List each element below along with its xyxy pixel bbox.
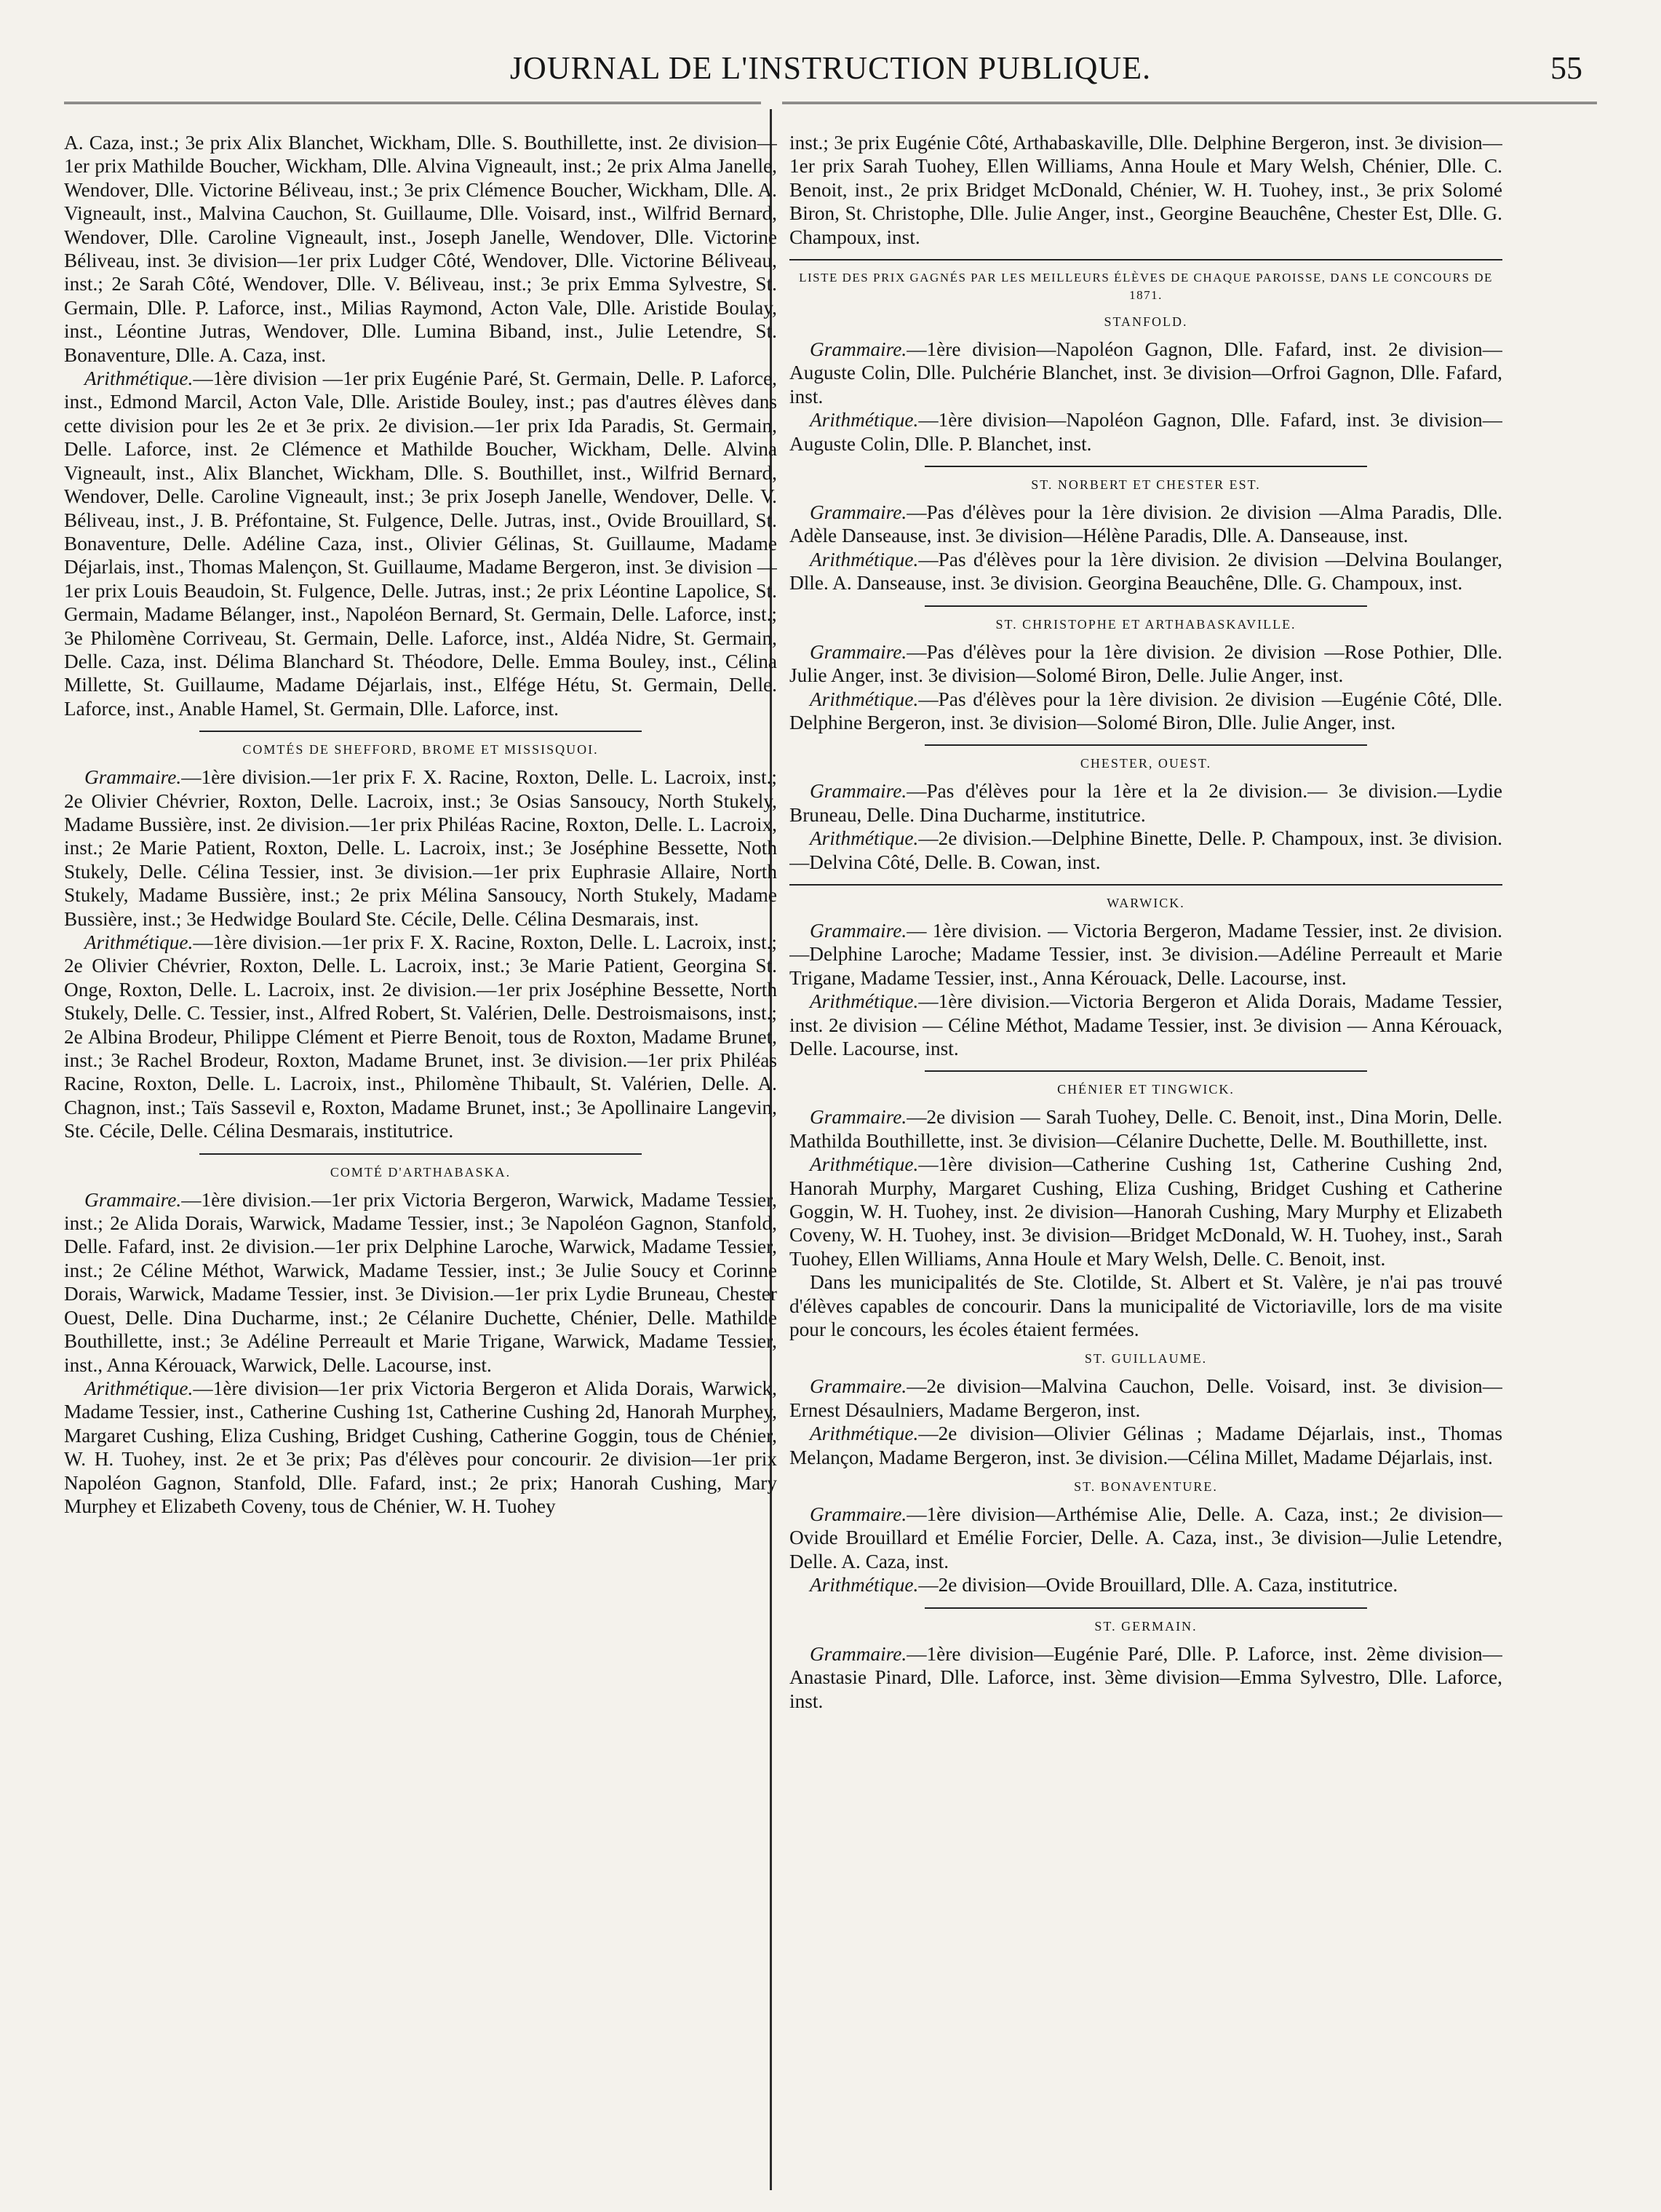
paragraph: Grammaire.—Pas d'élèves pour la 1ère division. 2e division —Alma Paradis, Dlle. Adèle Danseause, inst. 3e division—Hélène Paradis, Dlle. A. Danseause, inst. — [789, 501, 1502, 547]
section-label: Arithmétique. — [810, 409, 919, 431]
section-label: Grammaire. — [84, 1188, 182, 1211]
paragraph: Arithmétique.—Pas d'élèves pour la 1ère division. 2e division —Eugénie Côté, Dlle. Delphine Bergeron, inst. 3e division—Solomé Biron, Dlle. Julie Anger, inst. — [789, 688, 1502, 733]
section-label: Arithmétique. — [810, 1153, 919, 1176]
paragraph: Arithmétique.—Pas d'élèves pour la 1ère division. 2e division —Delvina Boulanger, Dlle. A. Danseause, inst. 3e division. Georgina Beauchêne, Dlle. G. Champoux, inst. — [789, 548, 1502, 594]
section-heading: STANFOLD. — [1104, 314, 1188, 330]
paragraph: Arithmétique.—2e division.—Delphine Binette, Delle. P. Champoux, inst. 3e division.—Delvina Côté, Delle. B. Cowan, inst. — [789, 827, 1502, 873]
section-label: Grammaire. — [810, 1106, 907, 1129]
header-rule-left — [64, 102, 761, 104]
section-label: Grammaire. — [810, 338, 907, 361]
section-label: Grammaire. — [810, 1503, 907, 1526]
paragraph: Arithmétique.—1ère division.—Victoria Bergeron et Alida Dorais, Madame Tessier, inst. 2e division — Céline Méthot, Madame Tessier, inst. 3e division — Anna Kérouack, Delle. Lacourse, inst. — [789, 990, 1502, 1059]
section-heading: COMTÉ D'ARTHABASKA. — [330, 1164, 511, 1179]
paragraph: Arithmétique.—1ère division.—1er prix F. X. Racine, Roxton, Delle. L. Lacroix, inst.; 2e Olivier Chévrier, Roxton, Delle. L. Lacroix, inst.; 3e Marie Patient, Georgina St. Onge, Roxton, Delle. L. Lacroix, inst. 2e division.—1er prix Joséphine Bessette, North Stukely, Delle. C. Tessier, inst., Alfred Robert, St. Valérien, Delle. Destroismaisons, inst.; 2e Albina Brodeur, Philippe Clément et Pierre Benoit, tous de Roxton, Madame Brunet, inst.; 3e Rachel Brodeur, Roxton, Madame Brunet, inst. 3e division.—1er prix Philéas Racine, Roxton, Delle. L. Lacroix, inst., Philomène Thibault, St. Valérien, Delle. A. Chagnon, inst.; Taïs Sassevil e, Roxton, Madame Brunet, inst.; 3e Apollinaire Langevin, Ste. Cécile, Delle. Célina Desmarais, institutrice. — [64, 931, 777, 1142]
section-label: Grammaire. — [810, 501, 907, 524]
section-label: Arithmétique. — [84, 931, 194, 953]
section-heading: ST. NORBERT ET CHESTER EST. — [1031, 477, 1261, 493]
section-label: Arithmétique. — [810, 688, 919, 710]
section-label: Arithmétique. — [84, 367, 194, 390]
header-rule-right — [782, 102, 1597, 104]
paragraph: Dans les municipalités de Ste. Clotilde, St. Albert et St. Valère, je n'ai pas trouvé d'élèves capables de concourir. Dans la municipalité de Victoriaville, lors de ma visite pour le concours, les écoles étaient fermées. — [789, 1271, 1502, 1341]
paragraph: Arithmétique.—1ère division—1er prix Victoria Bergeron et Alida Dorais, Warwick, Madame Tessier, inst., Catherine Cushing 1st, Catherine Cushing 2d, Hanorah Murphey, Margaret Cushing, Eliza Cushing, Bridget Cushing, Catherine Goggin, tous de Chénier, W. H. Tuohey, inst. 2e et 3e prix; Pas d'élèves pour concourir. 2e division—1er prix Napoléon Gagnon, Stanfold, Dlle. Fafard, inst.; 2e prix; Hanorah Cushing, Mary Murphey et Elizabeth Coveny, tous de Chénier, W. H. Tuohey — [64, 1377, 777, 1517]
section-label: Grammaire. — [84, 766, 182, 789]
paragraph: Grammaire.—1ère division—Arthémise Alie, Delle. A. Caza, inst.; 2e division—Ovide Brouillard et Emélie Forcier, Delle. A. Caza, inst., 3e division—Julie Letendre, Delle. A. Caza, inst. — [789, 1503, 1502, 1572]
section-heading: CHESTER, OUEST. — [1080, 756, 1212, 771]
section-heading: ST. CHRISTOPHE ET ARTHABASKAVILLE. — [995, 616, 1296, 632]
section-label: Arithmétique. — [84, 1377, 194, 1399]
paragraph: Grammaire.—1ère division.—1er prix F. X. Racine, Roxton, Delle. L. Lacroix, inst.; 2e Olivier Chévrier, Roxton, Delle. Lacroix, inst.; 3e Osias Sansoucy, North Stukely, Madame Bussière, inst. 2e division.—1er prix Philéas Racine, Roxton, Delle. L. Lacroix, inst.; 2e Marie Patient, Roxton, Delle. L. Lacroix, inst.; 3e Joséphine Bessette, Noth Stukely, Delle. Célina Tessier, inst. 3e division.—1er prix Euphrasie Allaire, North Stukely, Madame Bussière, inst.; 2e prix Mélina Sansoucy, North Stukely, Madame Bussière, inst.; 3e Hedwidge Boulard Ste. Cécile, Delle. Célina Desmarais, inst. — [64, 766, 777, 930]
section-label: Grammaire. — [810, 780, 907, 803]
section-heading: WARWICK. — [1107, 895, 1185, 910]
section-label: Grammaire. — [810, 1375, 907, 1398]
running-title: JOURNAL DE L'INSTRUCTION PUBLIQUE. — [509, 50, 1152, 86]
paragraph: inst.; 3e prix Eugénie Côté, Arthabaskaville, Dlle. Delphine Bergeron, inst. 3e division—1er prix Sarah Tuohey, Ellen Williams, Anna Houle et Mary Welsh, Chénier, Dlle. C. Benoit, inst., 2e prix Bridget McDonald, Chénier, W. H. Tuohey, inst., 3e prix Solomé Biron, St. Christophe, Dlle. Julie Anger, inst., Georgine Beauchêne, Chester Est, Dlle. G. Champoux, inst. — [789, 132, 1502, 248]
section-label: Arithmétique. — [810, 1423, 919, 1445]
section-separator — [925, 744, 1367, 746]
section-heading: CHÉNIER ET TINGWICK. — [1057, 1082, 1235, 1097]
section-separator — [789, 884, 1502, 886]
section-label: Grammaire. — [810, 919, 907, 942]
section-heading: ST. GUILLAUME. — [1084, 1351, 1208, 1366]
section-label: Grammaire. — [810, 640, 907, 663]
section-heading: ST. GERMAIN. — [1094, 1618, 1198, 1634]
section-label: Arithmétique. — [810, 548, 919, 570]
section-separator — [925, 605, 1367, 607]
section-separator — [925, 1607, 1367, 1609]
section-separator — [925, 1070, 1367, 1072]
section-heading: LISTE DES PRIX GAGNÉS PAR LES MEILLEURS ÉLÈVES DE CHAQUE PAROISSE, DANS LE CONCOURS DE 1871. — [799, 271, 1493, 303]
section-separator — [789, 259, 1502, 260]
paragraph: Arithmétique.—1ère division—Napoléon Gagnon, Dlle. Fafard, inst. 3e division—Auguste Colin, Dlle. P. Blanchet, inst. — [789, 409, 1502, 455]
paragraph: Grammaire.—2e division — Sarah Tuohey, Delle. C. Benoit, inst., Dina Morin, Delle. Mathilda Bouthillette, inst. 3e division—Célanire Duchette, Delle. M. Bouthillette, inst. — [789, 1106, 1502, 1152]
section-label: Arithmétique. — [810, 990, 919, 1013]
paragraph: Grammaire.—1ère division—Eugénie Paré, Dlle. P. Laforce, inst. 2ème division—Anastasie Pinard, Dlle. Laforce, inst. 3ème division—Emma Sylvestro, Dlle. Laforce, inst. — [789, 1642, 1502, 1712]
paragraph: Arithmétique.—2e division—Ovide Brouillard, Dlle. A. Caza, institutrice. — [810, 1574, 1398, 1596]
section-separator — [199, 1153, 642, 1155]
section-label: Arithmétique. — [810, 827, 919, 850]
paragraph: Arithmétique.—2e division—Olivier Gélinas ; Madame Déjarlais, inst., Thomas Melançon, Madame Bergeron, inst. 3e division.—Célina Millet, Madame Déjarlais, inst. — [789, 1423, 1502, 1468]
paragraph: Grammaire.— 1ère division. — Victoria Bergeron, Madame Tessier, inst. 2e division.—Delphine Laroche; Madame Tessier, inst. 3e division.—Adéline Perreault et Marie Trigane, Madame Tessier, inst., Anna Kérouack, Delle. Lacourse, inst. — [789, 919, 1502, 989]
page-header — [64, 45, 1597, 96]
page-number: 55 — [1550, 50, 1582, 86]
paragraph: Grammaire.—Pas d'élèves pour la 1ère division. 2e division —Rose Pothier, Dlle. Julie Anger, inst. 3e division—Solomé Biron, Delle. Julie Anger, inst. — [789, 640, 1502, 687]
paragraph: A. Caza, inst.; 3e prix Alix Blanchet, Wickham, Dlle. S. Bouthillette, inst. 2e division—1er prix Mathilde Boucher, Wickham, Dlle. Alvina Vigneault, inst.; 2e prix Alma Janelle, Wendover, Dlle. Victorine Béliveau, inst.; 3e prix Clémence Boucher, Wickham, Dlle. A. Vigneault, inst., Malvina Cauchon, St. Guillaume, Dlle. Voisard, inst., Wilfrid Bernard, Wendover, Dlle. Caroline Vigneault, inst., Joseph Janelle, Wendover, Dlle. Victorine Béliveau, inst. 3e division—1er prix Ludger Côté, Wendover, Dlle. Victorine Béliveau, inst.; 2e Sarah Côté, Wendover, Dlle. V. Béliveau, inst.; 3e prix Emma Sylvestre, St. Germain, Dlle. P. Laforce, inst., Milias Raymond, Acton Vale, Dlle. Aristide Boulay, inst., Léontine Jutras, Wendover, Dlle. Lumina Biband, inst., Julie Letendre, St. Bonaventure, Dlle. A. Caza, inst. — [64, 132, 777, 366]
paragraph: Arithmétique.—1ère division —1er prix Eugénie Paré, St. Germain, Delle. P. Laforce, inst., Edmond Marcil, Acton Vale, Dlle. Aristide Bouley, inst.; pas d'autres élèves dans cette division pour les 2e et 3e prix. 2e division.—1er prix Ida Paradis, St. Germain, Delle. Laforce, inst. 2e Clémence et Mathilde Boucher, Wickham, Delle. Alvina Vigneault, inst., Alix Blanchet, Wickham, Dlle. S. Bouthillet, inst., Wilfrid Bernard, Wendover, Delle. Caroline Vigneault, inst.; 3e prix Joseph Janelle, Wendover, Delle. V. Béliveau, inst., J. B. Préfontaine, St. Fulgence, Delle. Jutras, inst., Ovide Brouillard, St. Bonaventure, Delle. Adéline Caza, inst., Olivier Gélinas, St. Guillaume, Madame Déjarlais, inst., Thomas Malençon, St. Guillaume, Madame Bergeron, inst. 3e division — 1er prix Louis Beaudoin, St. Fulgence, Delle. Jutras, inst.; 2e prix Léontine Lapolice, St. Germain, Madame Bélanger, inst., Napoléon Bernard, St. Germain, Delle. Laforce, inst.; 3e Philomène Corriveau, St. Germain, Delle. Laforce, inst., Aldéa Nidre, St. Germain, Delle. Caza, inst. Délima Blanchard St. Théodore, Delle. Emma Bouley, inst., Célina Millette, St. Guillaume, Madame Déjarlais, inst., Elfége Hétu, St. Germain, Delle. Laforce, inst., Anable Hamel, St. Germain, Dlle. Laforce, inst. — [64, 367, 777, 720]
section-label: Arithmétique. — [810, 1574, 919, 1596]
section-separator — [199, 731, 642, 732]
right-column — [789, 131, 1502, 2190]
left-column — [64, 131, 777, 2190]
paragraph: Grammaire.—2e division—Malvina Cauchon, Delle. Voisard, inst. 3e division—Ernest Désaulniers, Madame Bergeron, inst. — [789, 1375, 1502, 1421]
section-heading: COMTÉS DE SHEFFORD, BROME ET MISSISQUOI. — [242, 742, 599, 757]
section-label: Grammaire. — [810, 1642, 907, 1665]
paragraph: Arithmétique.—1ère division—Catherine Cushing 1st, Catherine Cushing 2nd, Hanorah Murphy, Margaret Cushing, Eliza Cushing, Bridget Cushing et Catherine Goggin, W. H. Tuohey, inst. 2e division—Hanorah Cushing, Mary Murphy et Elizabeth Coveny, W. H. Tuohey, inst. 3e division—Bridget McDonald, W. H. Tuohey, inst., Sarah Tuohey, Ellen Williams, Anna Houle et Mary Welsh, Delle. C. Benoit, inst. — [789, 1153, 1502, 1270]
paragraph: Grammaire.—Pas d'élèves pour la 1ère et la 2e division.— 3e division.—Lydie Bruneau, Delle. Dina Ducharme, institutrice. — [789, 780, 1502, 826]
section-separator — [925, 466, 1367, 467]
section-heading: ST. BONAVENTURE. — [1074, 1479, 1218, 1495]
paragraph: Grammaire.—1ère division—Napoléon Gagnon, Dlle. Fafard, inst. 2e division—Auguste Colin, Dlle. Pulchérie Blanchet, inst. 3e division—Orfroi Gagnon, Dlle. Fafard, inst. — [789, 338, 1502, 407]
paragraph: Grammaire.—1ère division.—1er prix Victoria Bergeron, Warwick, Madame Tessier, inst.; 2e Alida Dorais, Warwick, Madame Tessier, inst.; 3e Napoléon Gagnon, Stanfold, Delle. Fafard, inst. 2e division.—1er prix Delphine Laroche, Warwick, Madame Tessier, inst.; 2e Céline Méthot, Warwick, Madame Tessier, inst.; 3e Julie Soucy et Corinne Dorais, Warwick, Madame Tessier, inst. 3e Division.—1er prix Lydie Bruneau, Chester Ouest, Delle. Dina Ducharme, inst.; 2e Célanire Duchette, Chénier, Delle. Mathilde Bouthillette, inst.; 3e Adéline Perreault et Marie Trigane, Warwick, Madame Tessier, inst., Anna Kérouack, Warwick, Delle. Lacourse, inst. — [64, 1188, 777, 1376]
